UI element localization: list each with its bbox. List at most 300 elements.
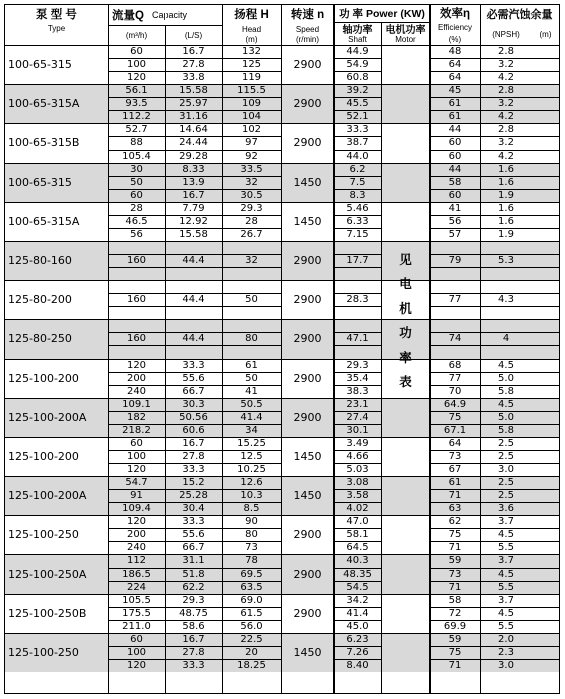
- header-head-en: Head: [241, 24, 262, 34]
- cell-q: 109.1: [122, 398, 151, 410]
- cell-ls: 27.8: [182, 646, 205, 658]
- cell-p: 35.4: [346, 372, 369, 384]
- cell-q: 105.4: [122, 150, 151, 162]
- header-flow-cn: 流量Q: [112, 10, 144, 22]
- cell-n: [480, 280, 532, 293]
- row-line: [108, 528, 281, 529]
- cell-q: 91: [130, 490, 143, 502]
- cell-e: 57: [448, 228, 462, 240]
- cell-h: [222, 280, 281, 293]
- cell-ls: 16.7: [182, 437, 205, 449]
- col-line: [222, 5, 223, 693]
- speed-cell: 2900: [293, 254, 322, 268]
- row-line: [108, 71, 281, 72]
- cell-ls: 16.7: [182, 46, 205, 58]
- cell-h: 69.5: [240, 568, 263, 580]
- cell-p: 6.2: [349, 163, 366, 175]
- cell-q: 56.1: [125, 85, 148, 97]
- row-line: [334, 489, 381, 490]
- row-line: [430, 607, 559, 608]
- row-line: [108, 332, 281, 333]
- row-line: [334, 293, 381, 294]
- row-line: [334, 306, 381, 307]
- row-line: [108, 424, 281, 425]
- group-line: [5, 123, 559, 124]
- cell-e: 61: [448, 98, 462, 110]
- row-line: [430, 385, 559, 386]
- row-line: [430, 411, 559, 412]
- cell-p: 28.3: [346, 294, 369, 306]
- header-npsh-cn: 必需汽蚀余量: [486, 8, 553, 21]
- motor-note-char: 率: [399, 350, 412, 365]
- cell-ls: 62.2: [182, 581, 205, 593]
- cell-q: 60: [130, 189, 143, 201]
- cell-e: 44: [448, 163, 462, 175]
- cell-q: 109.4: [122, 503, 151, 515]
- group-line: [5, 241, 559, 242]
- row-line: [108, 215, 281, 216]
- row-line: [108, 646, 281, 647]
- cell-e: 60: [448, 150, 462, 162]
- cell-p: 47.0: [346, 516, 369, 528]
- header-eff-cn: 效率η: [439, 8, 471, 20]
- cell-p: 6.33: [346, 215, 369, 227]
- cell-n: 2.8: [498, 85, 514, 97]
- motor-note-char: 机: [399, 301, 412, 316]
- cell-ls: 15.2: [182, 477, 205, 489]
- header-speed-cn: 转速 n: [290, 9, 325, 21]
- cell-p: [334, 267, 381, 280]
- cell-h: 90: [245, 516, 258, 528]
- cell-h: 104: [241, 111, 262, 123]
- cell-n: 2.3: [498, 646, 514, 658]
- row-line: [108, 267, 281, 268]
- cell-ls: 66.7: [182, 385, 205, 397]
- cell-p: 33.3: [346, 124, 369, 136]
- cell-ls: 33.8: [182, 72, 205, 84]
- row-line: [108, 385, 281, 386]
- cell-e: 41: [448, 202, 462, 214]
- cell-e: 63: [448, 503, 462, 515]
- cell-n: 5.8: [498, 385, 514, 397]
- group-line: [5, 202, 559, 203]
- cell-ls: 7.79: [182, 202, 205, 214]
- cell-e: 71: [448, 659, 462, 671]
- motor-note-char: 功: [399, 326, 412, 341]
- cell-p: 40.3: [346, 555, 369, 567]
- cell-h: 10.25: [237, 464, 266, 476]
- row-line: [334, 463, 381, 464]
- cell-q: 28: [130, 202, 143, 214]
- cell-n: 5.0: [498, 372, 514, 384]
- model-cell: 125-100-200A: [8, 489, 87, 503]
- cell-q: 54.7: [125, 477, 148, 489]
- row-line: [430, 581, 559, 582]
- cell-n: 2.8: [498, 46, 514, 58]
- cell-h: 73: [245, 542, 258, 554]
- cell-q: 46.5: [125, 215, 148, 227]
- cell-p: [334, 319, 381, 332]
- cell-q: 224: [126, 581, 147, 593]
- cell-p: 4.66: [346, 450, 369, 462]
- row-line: [430, 463, 559, 464]
- cell-p: 4.02: [346, 503, 369, 515]
- group-line: [5, 398, 559, 399]
- cell-p: 7.5: [349, 176, 366, 188]
- model-cell: 125-100-250B: [8, 606, 87, 620]
- cell-e: [430, 306, 480, 319]
- cell-ls: 13.9: [182, 176, 205, 188]
- row-line: [430, 228, 559, 229]
- row-line: [108, 450, 281, 451]
- row-line: [108, 541, 281, 542]
- cell-p: 5.46: [346, 202, 369, 214]
- cell-ls: [165, 241, 222, 254]
- row-line: [430, 345, 559, 346]
- cell-n: 1.6: [498, 215, 514, 227]
- row-line: [108, 306, 281, 307]
- header-head-unit: (m): [245, 35, 258, 44]
- row-line: [430, 306, 559, 307]
- cell-h: 26.7: [240, 228, 263, 240]
- row-line: [334, 345, 381, 346]
- cell-h: 12.5: [240, 450, 263, 462]
- row-line: [108, 254, 281, 255]
- cell-ls: 29.28: [179, 150, 208, 162]
- cell-p: 38.3: [346, 385, 369, 397]
- cell-q: 105.5: [122, 594, 151, 606]
- model-cell: 100-65-315A: [8, 214, 80, 228]
- cell-ls: 33.3: [182, 359, 205, 371]
- speed-cell: 2900: [293, 293, 322, 307]
- cell-p: 3.49: [346, 437, 369, 449]
- cell-h: 34: [245, 424, 258, 436]
- motor-shade: [381, 84, 430, 123]
- row-line: [108, 568, 281, 569]
- cell-p: [334, 345, 381, 358]
- cell-h: 15.25: [237, 437, 266, 449]
- row-line: [430, 71, 559, 72]
- cell-q: 100: [126, 646, 147, 658]
- cell-h: 50.5: [240, 398, 263, 410]
- motor-shade: [381, 554, 430, 593]
- model-cell: 125-100-200A: [8, 410, 87, 424]
- cell-e: 71: [448, 581, 462, 593]
- cell-h: 30.5: [240, 189, 263, 201]
- row-line: [108, 150, 281, 151]
- row-line: [108, 489, 281, 490]
- cell-q: 93.5: [125, 98, 148, 110]
- model-cell: 100-65-315B: [8, 136, 80, 150]
- row-line: [108, 345, 281, 346]
- motor-note-char: 表: [399, 374, 412, 389]
- row-line: [108, 411, 281, 412]
- cell-e: 73: [448, 450, 462, 462]
- cell-q: 200: [126, 372, 147, 384]
- header-speed-unit: (r/min): [295, 35, 320, 44]
- cell-h: 109: [241, 98, 262, 110]
- cell-h: 97: [245, 137, 258, 149]
- cell-e: 64.9: [443, 398, 467, 410]
- row-line: [108, 293, 281, 294]
- cell-p: 47.1: [346, 333, 369, 345]
- row-line: [108, 502, 281, 503]
- cell-n: 4: [502, 333, 510, 345]
- cell-q: 160: [126, 255, 147, 267]
- cell-q: 160: [126, 294, 147, 306]
- row-line: [430, 136, 559, 137]
- cell-p: 54.9: [346, 59, 369, 71]
- cell-h: 41: [245, 385, 258, 397]
- cell-e: 73: [448, 568, 462, 580]
- cell-h: 18.25: [237, 659, 266, 671]
- cell-n: [480, 306, 532, 319]
- cell-h: 32: [245, 255, 258, 267]
- cell-q: 60: [130, 437, 143, 449]
- row-line: [430, 646, 559, 647]
- cell-p: 30.1: [346, 424, 369, 436]
- row-line: [334, 136, 381, 137]
- cell-e: 56: [448, 215, 462, 227]
- row-line: [430, 450, 559, 451]
- row-line: [334, 568, 381, 569]
- row-line: [334, 332, 381, 333]
- cell-e: [430, 345, 480, 358]
- cell-h: 50: [245, 372, 258, 384]
- cell-ls: 25.97: [179, 98, 208, 110]
- row-line: [430, 254, 559, 255]
- group-line: [5, 84, 559, 85]
- row-line: [430, 97, 559, 98]
- cell-e: 60: [448, 137, 462, 149]
- row-line: [334, 110, 381, 111]
- row-line: [430, 293, 559, 294]
- cell-q: 88: [130, 137, 143, 149]
- row-line: [334, 228, 381, 229]
- model-cell: 100-65-315A: [8, 97, 80, 111]
- col-line: [480, 5, 481, 693]
- cell-h: [222, 319, 281, 332]
- row-line: [334, 450, 381, 451]
- cell-p: 64.5: [346, 542, 369, 554]
- cell-e: 71: [448, 542, 462, 554]
- row-line: [334, 71, 381, 72]
- cell-ls: 15.58: [179, 228, 208, 240]
- speed-cell: 1450: [293, 489, 322, 503]
- header-npsh-en: (NPSH): [492, 29, 520, 39]
- header-motor-cn: 电机功率: [385, 24, 426, 34]
- row-line: [430, 372, 559, 373]
- cell-q: 30: [130, 163, 143, 175]
- header-model-en: Type: [47, 24, 66, 33]
- cell-q: [108, 319, 165, 332]
- model-cell: 100-65-315: [8, 58, 72, 72]
- row-line: [108, 607, 281, 608]
- cell-ls: 16.7: [182, 189, 205, 201]
- row-line: [108, 110, 281, 111]
- cell-e: 64: [448, 72, 462, 84]
- cell-q: 120: [126, 72, 147, 84]
- row-line: [108, 97, 281, 98]
- cell-h: 50: [245, 294, 258, 306]
- cell-q: 240: [126, 542, 147, 554]
- cell-ls: 55.6: [182, 529, 205, 541]
- cell-q: 52.7: [125, 124, 148, 136]
- group-line: [5, 359, 559, 360]
- header-motor-en: Motor: [395, 35, 416, 44]
- row-line: [430, 58, 559, 59]
- cell-n: 4.5: [498, 607, 514, 619]
- cell-n: [480, 241, 532, 254]
- cell-p: [334, 241, 381, 254]
- cell-n: 3.7: [498, 555, 514, 567]
- cell-e: 62: [448, 516, 462, 528]
- row-line: [108, 659, 281, 660]
- cell-p: 45.5: [346, 98, 369, 110]
- cell-h: 63.5: [240, 581, 263, 593]
- cell-n: 4.5: [498, 568, 514, 580]
- row-line: [430, 489, 559, 490]
- cell-ls: 27.8: [182, 59, 205, 71]
- cell-e: 79: [448, 255, 462, 267]
- model-cell: 125-100-250A: [8, 567, 87, 581]
- header-eff-en: Efficiency: [437, 23, 473, 32]
- header-speed-en: Speed: [295, 24, 320, 34]
- group-line: [5, 163, 559, 164]
- cell-e: 75: [448, 411, 462, 423]
- cell-q: 112.2: [122, 111, 151, 123]
- cell-p: 34.2: [346, 594, 369, 606]
- cell-h: 115.5: [237, 85, 266, 97]
- speed-cell: 1450: [293, 214, 322, 228]
- cell-n: 5.5: [498, 542, 514, 554]
- group-line: [5, 476, 559, 477]
- cell-p: 58.1: [346, 529, 369, 541]
- cell-ls: 44.4: [182, 255, 205, 267]
- row-line: [334, 372, 381, 373]
- cell-ls: 55.6: [182, 372, 205, 384]
- row-line: [334, 646, 381, 647]
- row-line: [334, 267, 381, 268]
- cell-ls: 31.16: [179, 111, 208, 123]
- cell-h: [222, 241, 281, 254]
- group-line: [5, 594, 559, 595]
- cell-h: 119: [241, 72, 262, 84]
- cell-ls: 16.7: [182, 633, 205, 645]
- cell-e: 75: [448, 529, 462, 541]
- header-eff-unit: (%): [448, 34, 462, 44]
- cell-h: 80: [245, 529, 258, 541]
- row-line: [108, 372, 281, 373]
- model-cell: 125-80-250: [8, 332, 72, 346]
- motor-note-char: 电: [399, 277, 412, 292]
- cell-ls: 15.58: [179, 85, 208, 97]
- row-line: [430, 110, 559, 111]
- cell-q: [108, 345, 165, 358]
- cell-n: 3.6: [498, 503, 514, 515]
- group-line: [5, 45, 559, 46]
- cell-n: 2.5: [498, 490, 514, 502]
- motor-shade: [381, 398, 430, 437]
- model-cell: 125-100-250: [8, 645, 79, 659]
- cell-q: [108, 241, 165, 254]
- cell-ls: 48.75: [179, 607, 208, 619]
- cell-h: 33.5: [240, 163, 263, 175]
- cell-ls: 30.4: [182, 503, 205, 515]
- cell-ls: 33.3: [182, 659, 205, 671]
- cell-e: 75: [448, 646, 462, 658]
- group-line: [5, 319, 559, 320]
- cell-q: [108, 267, 165, 280]
- cell-e: 61: [448, 477, 462, 489]
- row-line: [108, 581, 281, 582]
- cell-p: 7.15: [346, 228, 369, 240]
- cell-q: 50: [130, 176, 143, 188]
- row-line: [334, 254, 381, 255]
- cell-n: 4.2: [498, 111, 514, 123]
- cell-h: [222, 345, 281, 358]
- row-line: [430, 659, 559, 660]
- cell-e: 48: [448, 46, 462, 58]
- cell-e: 58: [448, 594, 462, 606]
- row-line: [430, 215, 559, 216]
- row-line: [334, 620, 381, 621]
- cell-e: 67: [448, 464, 462, 476]
- group-line: [5, 554, 559, 555]
- cell-h: 78: [245, 555, 258, 567]
- cell-ls: 29.3: [182, 594, 205, 606]
- row-line: [430, 541, 559, 542]
- cell-p: 54.5: [346, 581, 369, 593]
- cell-n: 4.5: [498, 359, 514, 371]
- cell-h: 61: [245, 359, 258, 371]
- cell-q: 240: [126, 385, 147, 397]
- cell-h: 22.5: [240, 633, 263, 645]
- header-power: 功 率 Power (KW): [339, 7, 425, 20]
- row-line: [108, 228, 281, 229]
- cell-p: 8.3: [349, 189, 366, 201]
- cell-p: 17.7: [346, 255, 369, 267]
- cell-e: [430, 241, 480, 254]
- cell-n: [480, 267, 532, 280]
- cell-q: 112: [126, 555, 147, 567]
- cell-e: 77: [448, 294, 462, 306]
- row-line: [430, 620, 559, 621]
- row-line: [334, 176, 381, 177]
- cell-h: 56.0: [240, 620, 263, 632]
- cell-ls: 14.64: [179, 124, 208, 136]
- row-line: [108, 176, 281, 177]
- cell-n: 3.7: [498, 594, 514, 606]
- row-line: [334, 607, 381, 608]
- cell-ls: [165, 267, 222, 280]
- cell-ls: 25.28: [179, 490, 208, 502]
- cell-e: 61: [448, 111, 462, 123]
- cell-q: 175.5: [122, 607, 151, 619]
- motor-shade: [381, 476, 430, 515]
- cell-h: 10.3: [240, 490, 263, 502]
- row-line: [108, 463, 281, 464]
- cell-e: 45: [448, 85, 462, 97]
- motor-power-note: [381, 250, 430, 390]
- cell-e: [430, 280, 480, 293]
- cell-q: 60: [130, 633, 143, 645]
- model-cell: 125-80-200: [8, 293, 72, 307]
- performance-table: [4, 4, 560, 694]
- cell-e: 59: [448, 633, 462, 645]
- cell-n: 1.9: [498, 228, 514, 240]
- cell-n: 1.6: [498, 176, 514, 188]
